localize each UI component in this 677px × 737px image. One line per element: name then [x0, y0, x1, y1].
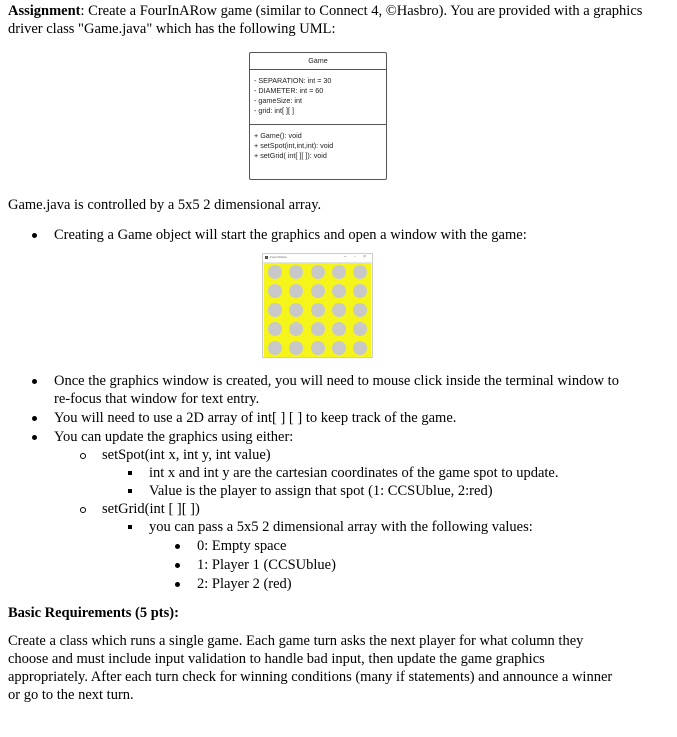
setgrid-detail-1: you can pass a 5x5 2 dimensional array with the following values:	[149, 519, 533, 535]
setgrid-signature: setGrid(int [ ][ ])	[102, 501, 200, 517]
uml-field: - SEPARATION: int = 30	[254, 76, 332, 85]
uml-method: + setSpot(int,int,int): void	[254, 141, 334, 150]
board-cell	[289, 341, 303, 355]
board-cell	[353, 341, 367, 355]
setspot-signature: setSpot(int x, int y, int value)	[102, 447, 271, 463]
intro-text: : Create a FourInARow game (similar to Connect 4, ©Hasbro). You are provided with a graphics driver class "Game.java" which has the following UML:	[8, 3, 643, 37]
uml-method: + setGrid( int[ ][ ]): void	[254, 151, 327, 160]
board-cell	[332, 341, 346, 355]
requirements-line: choose and must include input validation to handle bad input, then update the game graphics	[8, 651, 545, 667]
uml-field: - grid: int[ ][ ]	[254, 106, 294, 115]
basic-requirements-heading: Basic Requirements (5 pts):	[8, 605, 179, 621]
game-window-image	[262, 253, 373, 358]
bullet-text-4: You can update the graphics using either:	[54, 429, 294, 445]
assignment-label: Assignment	[8, 3, 81, 19]
bullet-text-3: You will need to use a 2D array of int[ ] [ ] to keep track of the game.	[54, 410, 457, 426]
uml-method: + Game(): void	[254, 131, 302, 140]
uml-class-name: Game	[250, 53, 386, 70]
board-cell	[268, 284, 282, 298]
value-2: 2: Player 2 (red)	[197, 576, 292, 592]
board-cell	[289, 303, 303, 317]
app-icon	[265, 256, 268, 259]
window-controls: – ▫ ×	[343, 254, 369, 260]
requirements-paragraph	[8, 632, 667, 704]
game-window-titlebar	[263, 254, 372, 263]
game-window-title: FourInARow	[270, 255, 287, 259]
circle-bullet	[80, 453, 86, 459]
bullet-dot	[32, 379, 37, 384]
board-cell	[311, 284, 325, 298]
board-cell	[353, 265, 367, 279]
uml-field: - DIAMETER: int = 60	[254, 86, 324, 95]
board-cell	[332, 265, 346, 279]
square-bullet	[128, 489, 132, 493]
bullet-dot	[175, 582, 180, 587]
board-cell	[353, 284, 367, 298]
setspot-detail-1: int x and int y are the cartesian coordinates of the game spot to update.	[149, 465, 559, 481]
uml-methods	[250, 125, 386, 161]
board-cell	[289, 284, 303, 298]
board-cell	[268, 265, 282, 279]
board-cell	[268, 322, 282, 336]
board-cell	[311, 303, 325, 317]
board-cell	[311, 265, 325, 279]
requirements-line: or go to the next turn.	[8, 687, 134, 703]
requirements-line: Create a class which runs a single game. Each game turn asks the next player for what column they	[8, 633, 584, 649]
square-bullet	[128, 525, 132, 529]
board-cell	[289, 322, 303, 336]
board-cell	[289, 265, 303, 279]
value-1: 1: Player 1 (CCSUblue)	[197, 557, 336, 573]
circle-bullet	[80, 507, 86, 513]
board-cell	[332, 303, 346, 317]
board-cell	[311, 341, 325, 355]
setspot-detail-2: Value is the player to assign that spot (1: CCSUblue, 2:red)	[149, 483, 493, 499]
uml-diagram	[249, 52, 387, 180]
board-cell	[353, 322, 367, 336]
description: Game.java is controlled by a 5x5 2 dimensional array.	[8, 197, 322, 213]
uml-fields	[250, 70, 386, 125]
bullet-dot	[32, 233, 37, 238]
bullet-text-1: Creating a Game object will start the graphics and open a window with the game:	[54, 227, 527, 243]
requirements-line: appropriately. After each turn check for winning conditions (many if statements) and announce a winner	[8, 669, 613, 685]
value-0: 0: Empty space	[197, 538, 287, 554]
board-cell	[268, 303, 282, 317]
game-board	[264, 263, 371, 357]
square-bullet	[128, 471, 132, 475]
board-cell	[268, 341, 282, 355]
intro-paragraph	[8, 2, 667, 38]
uml-field: - gameSize: int	[254, 96, 302, 105]
bullet-text-2b: re-focus that window for text entry.	[54, 391, 260, 407]
bullet-text-2a: Once the graphics window is created, you will need to mouse click inside the terminal window to	[54, 373, 619, 389]
board-cell	[311, 322, 325, 336]
bullet-dot	[32, 416, 37, 421]
bullet-dot	[175, 544, 180, 549]
bullet-dot	[32, 435, 37, 440]
bullet-dot	[175, 563, 180, 568]
board-cell	[332, 322, 346, 336]
board-cell	[332, 284, 346, 298]
board-cell	[353, 303, 367, 317]
